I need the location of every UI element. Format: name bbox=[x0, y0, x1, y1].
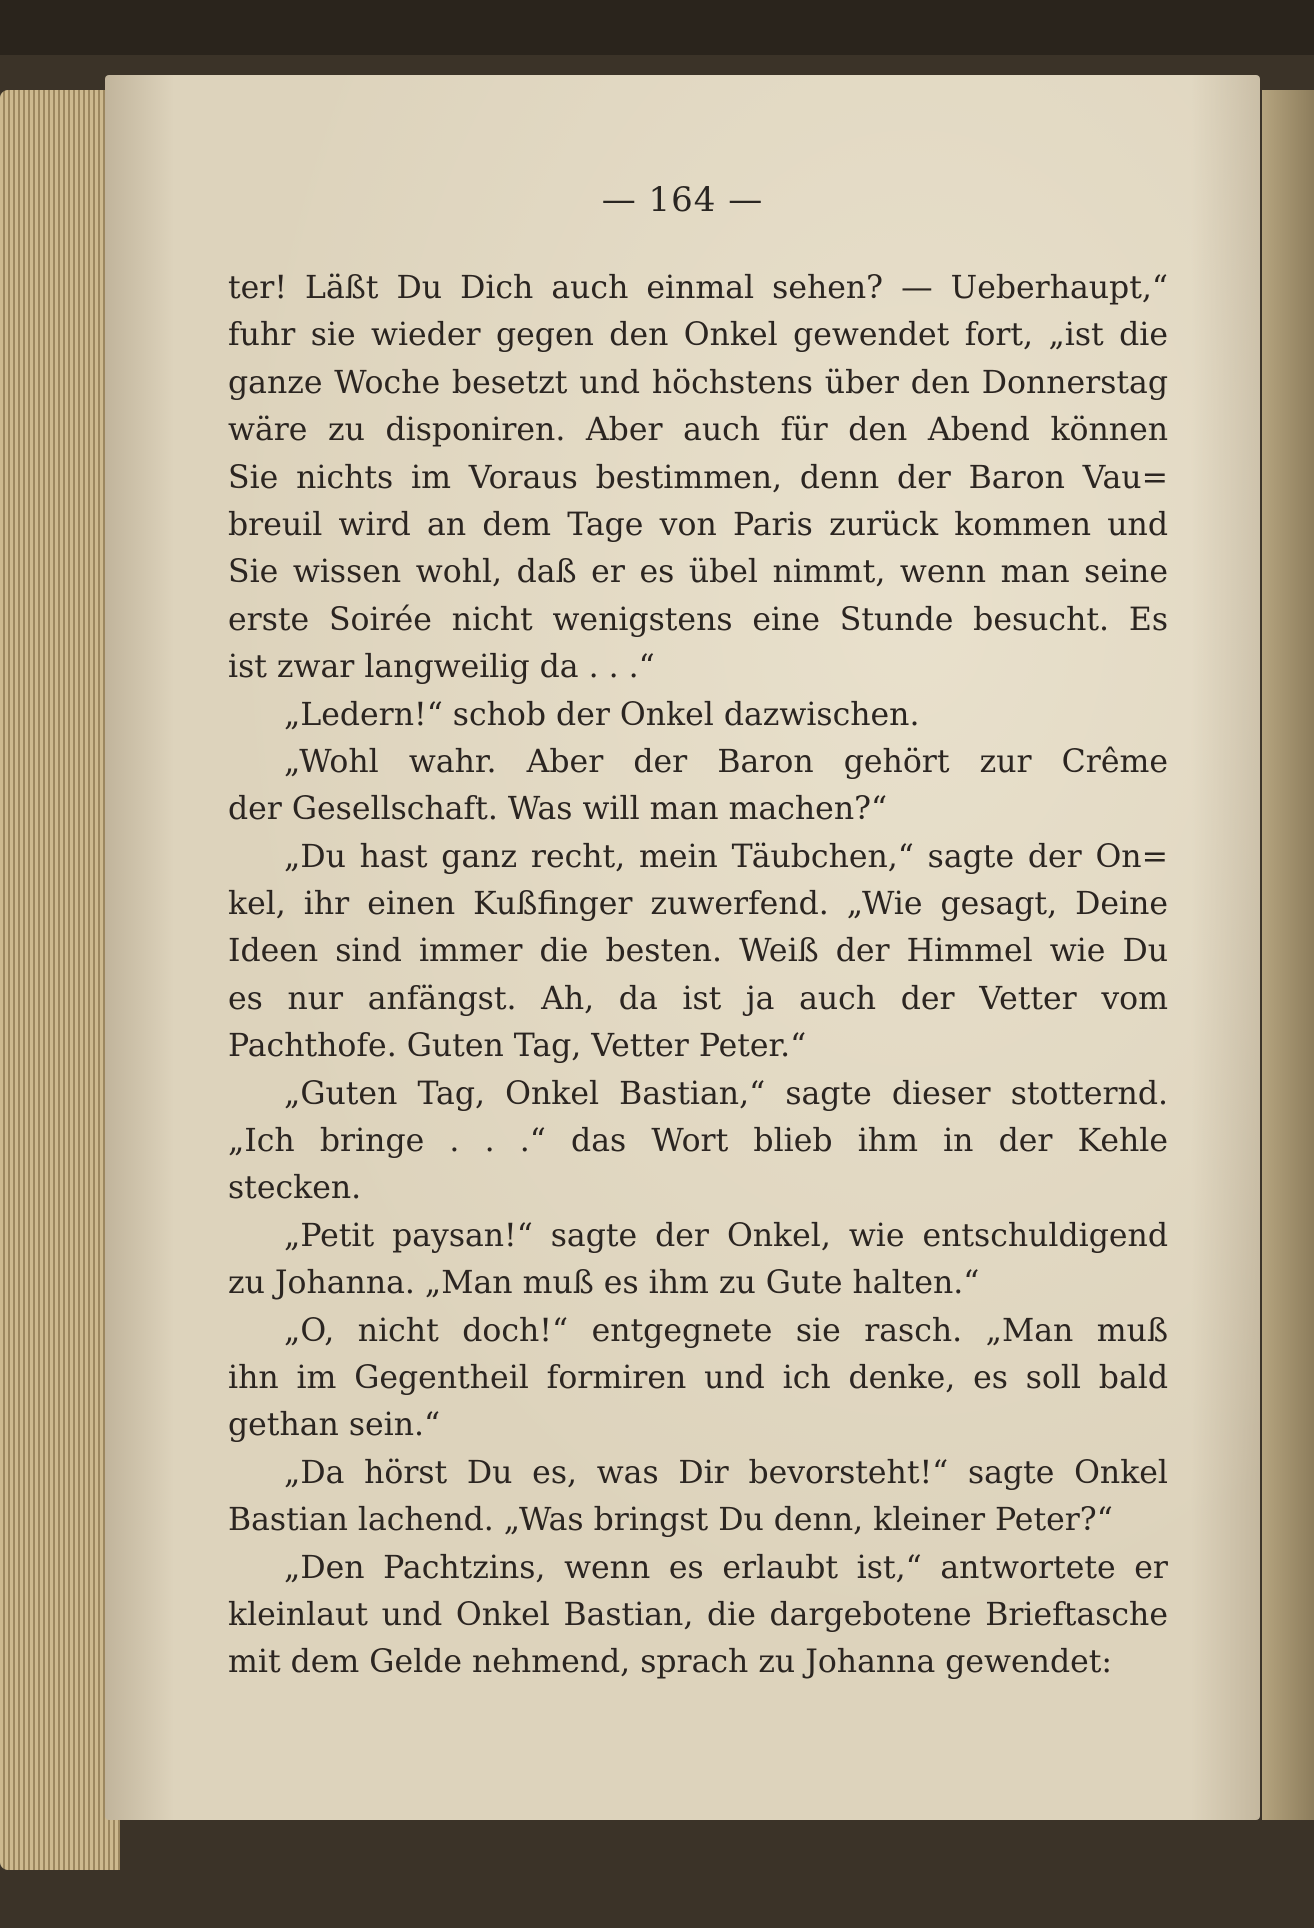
text-line: „Wohl wahr. Aber der Baron gehört zur Crême bbox=[284, 743, 1168, 780]
text-line: ter! Läßt Du Dich auch einmal sehen? — Ueberhaupt,“ bbox=[228, 270, 1168, 306]
page-edges-left bbox=[0, 90, 120, 1870]
text-line: Sie wissen wohl, daß er es übel nimmt, wenn man seine bbox=[228, 554, 1168, 591]
text-line: „Da hörst Du es, was Dir bevorsteht!“ sagte Onkel bbox=[284, 1454, 1168, 1491]
text-line: Ideen sind immer die besten. Weiß der Himmel wie Du bbox=[228, 933, 1168, 970]
text-line: breuil wird an dem Tage von Paris zurück kommen und bbox=[228, 506, 1168, 543]
text-line: ist zwar langweilig da . . .“ bbox=[228, 649, 655, 686]
text-line: kleinlaut und Onkel Bastian, die dargebotene Brieftasche bbox=[228, 1596, 1168, 1633]
text-line: kel, ihr einen Kußfinger zuwerfend. „Wie gesagt, Deine bbox=[228, 886, 1168, 923]
text-line: stecken. bbox=[228, 1170, 362, 1207]
page-text bbox=[228, 265, 1168, 1687]
text-line: „Petit paysan!“ sagte der Onkel, wie entschuldigend bbox=[284, 1217, 1168, 1254]
text-line: fuhr sie wieder gegen den Onkel gewendet fort, „ist die bbox=[228, 317, 1168, 354]
page-edges-right bbox=[1262, 90, 1314, 1820]
text-line: es nur anfängst. Ah, da ist ja auch der Vetter vom bbox=[228, 980, 1168, 1017]
text-line: „Ledern!“ schob der Onkel dazwischen. bbox=[284, 696, 920, 733]
text-line: „Guten Tag, Onkel Bastian,“ sagte dieser stotternd. bbox=[284, 1075, 1168, 1112]
text-line: gethan sein.“ bbox=[228, 1407, 441, 1444]
text-line: „Ich bringe . . .“ das Wort blieb ihm in der Kehle bbox=[228, 1123, 1168, 1160]
text-line: ihn im Gegentheil formiren und ich denke, es soll bald bbox=[228, 1359, 1168, 1396]
text-line: mit dem Gelde nehmend, sprach zu Johanna gewendet: bbox=[228, 1644, 1113, 1681]
page-number-header: — 164 — bbox=[601, 180, 764, 220]
text-line: zu Johanna. „Man muß es ihm zu Gute halten.“ bbox=[228, 1265, 980, 1302]
text-line: „O, nicht doch!“ entgegnete sie rasch. „Man muß bbox=[284, 1312, 1168, 1349]
text-line: „Du hast ganz recht, mein Täubchen,“ sagte der On= bbox=[284, 838, 1168, 875]
text-line: ganze Woche besetzt und höchstens über den Donnerstag bbox=[228, 364, 1168, 401]
text-line: erste Soirée nicht wenigstens eine Stunde besucht. Es bbox=[228, 601, 1168, 638]
text-line: Pachthofe. Guten Tag, Vetter Peter.“ bbox=[228, 1028, 807, 1065]
text-line: der Gesellschaft. Was will man machen?“ bbox=[228, 791, 888, 828]
text-line: Bastian lachend. „Was bringst Du denn, kleiner Peter?“ bbox=[228, 1502, 1113, 1539]
text-line: Sie nichts im Voraus bestimmen, denn der Baron Vau= bbox=[228, 459, 1168, 496]
text-line: wäre zu disponiren. Aber auch für den Abend können bbox=[228, 412, 1168, 449]
text-line: „Den Pachtzins, wenn es erlaubt ist,“ antwortete er bbox=[284, 1549, 1168, 1586]
